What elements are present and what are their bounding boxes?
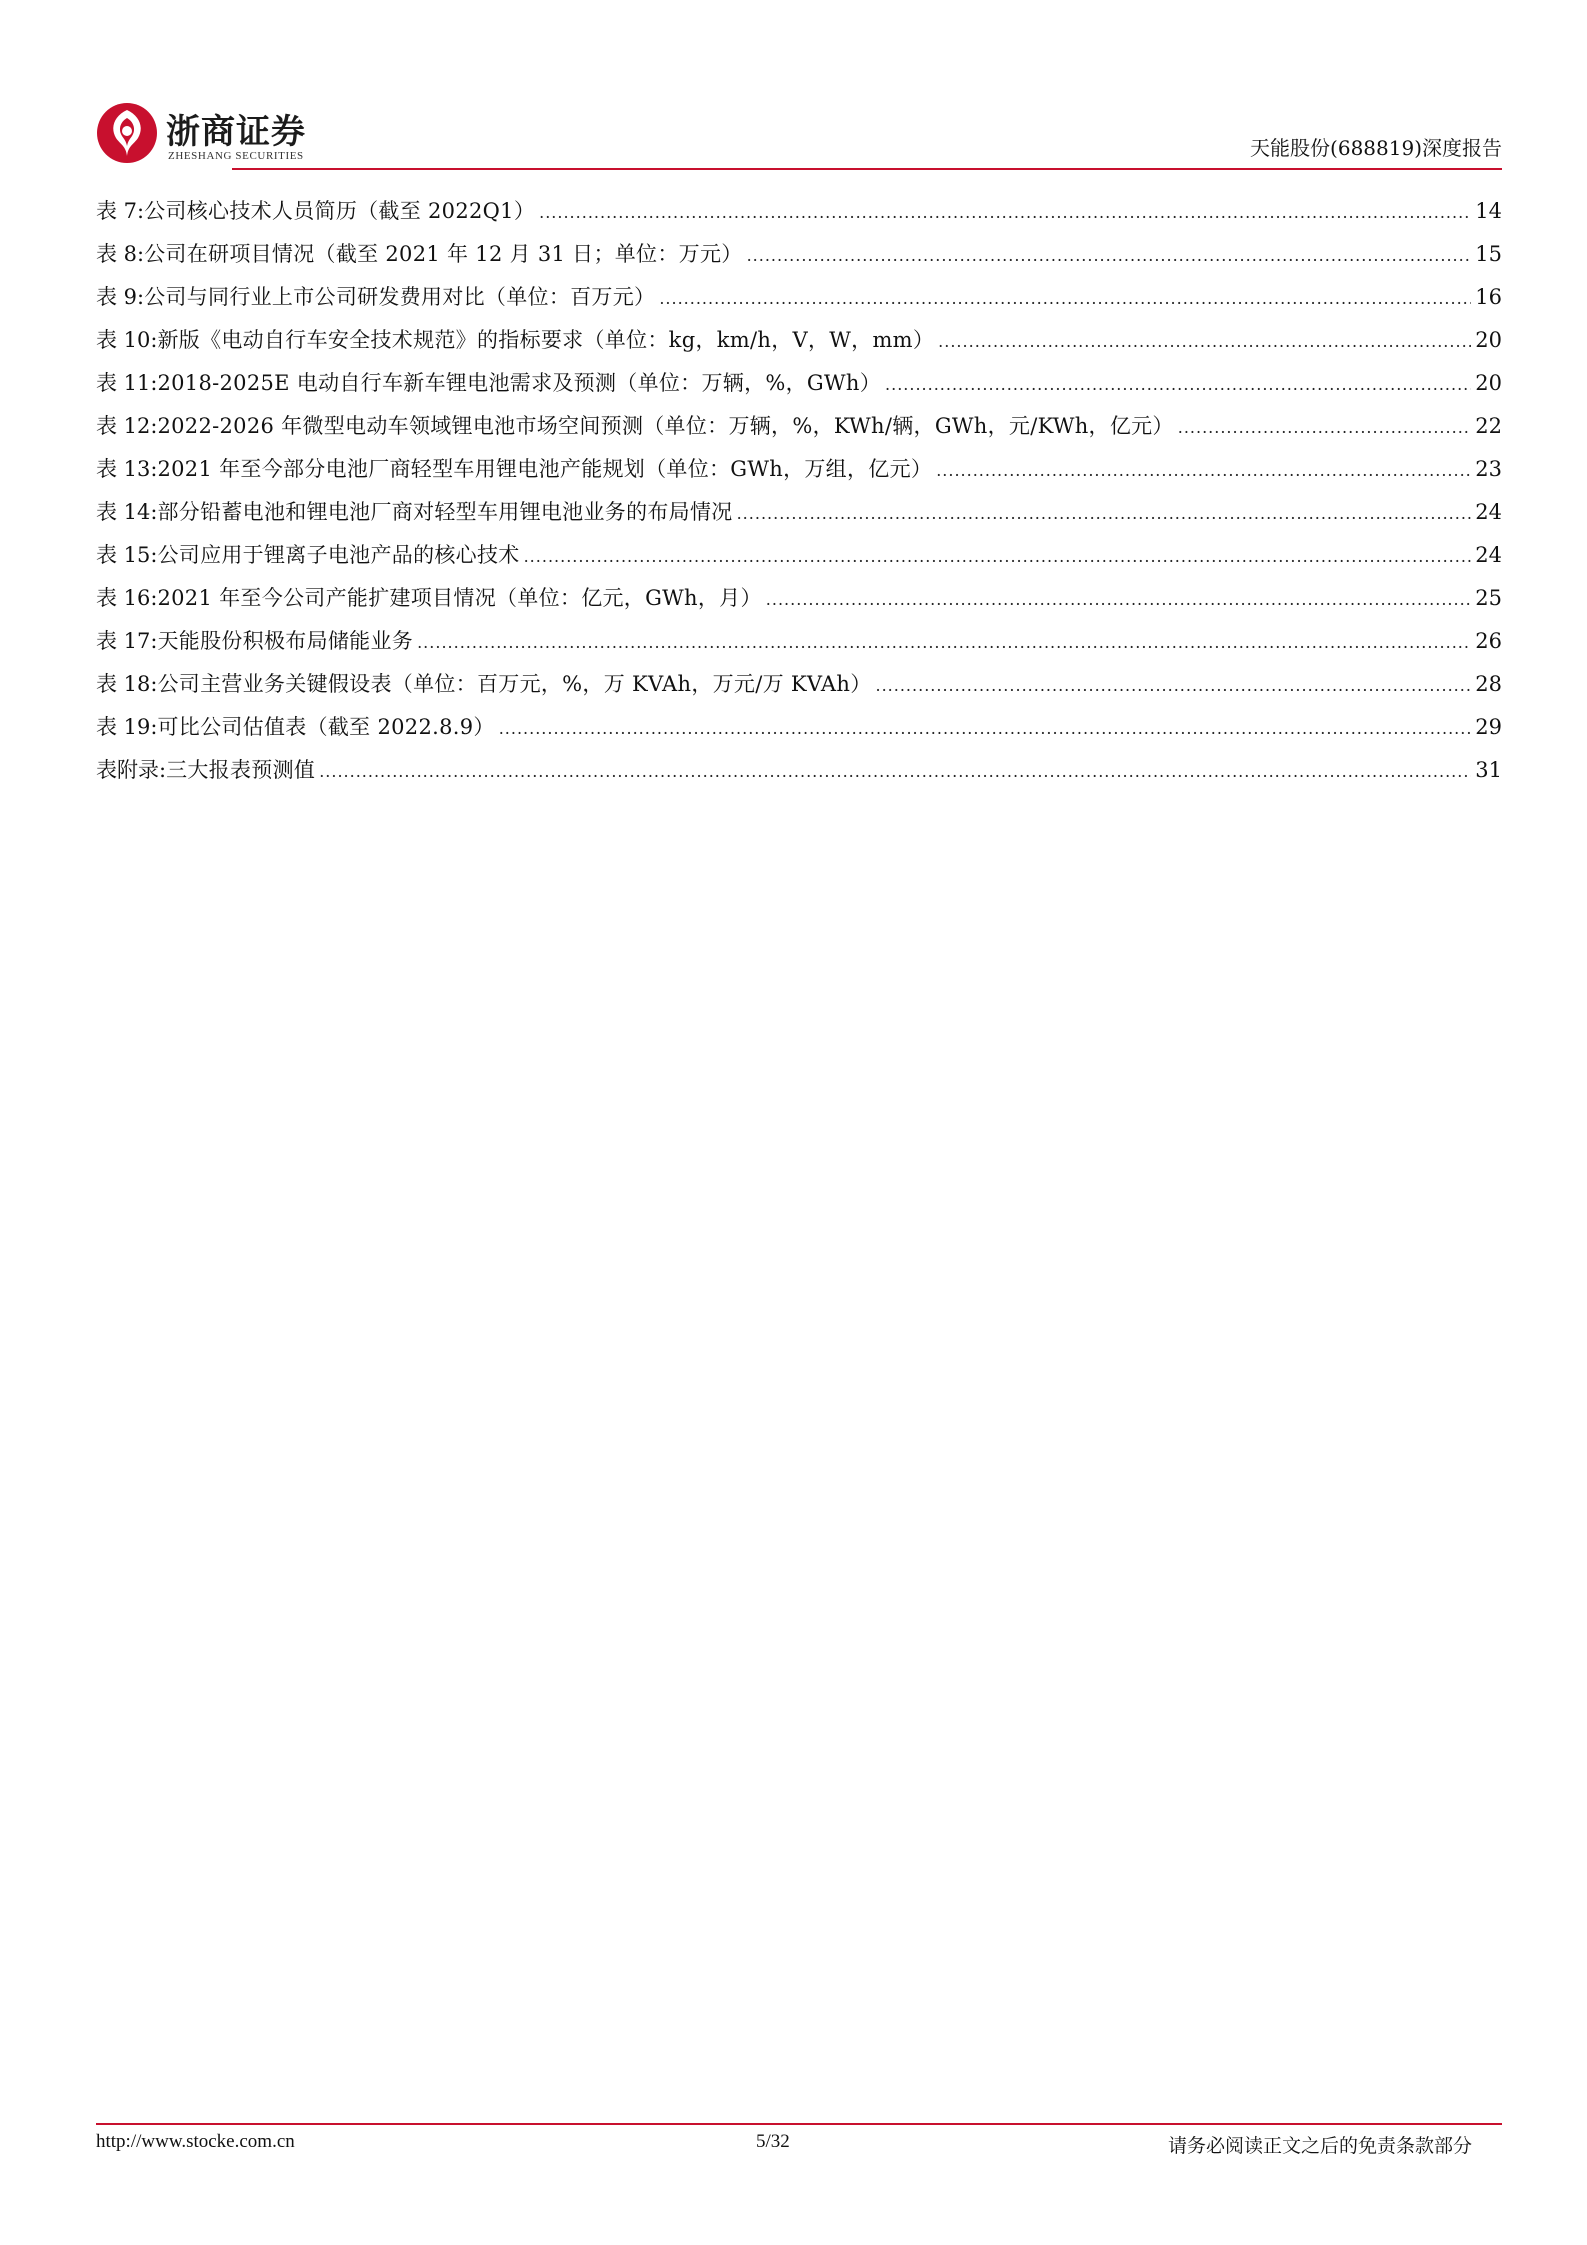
toc-entry-title: 2022-2026 年微型电动车领域锂电池市场空间预测（单位：万辆，%，KWh/辆，GWh，元/KWh，亿元） (157, 414, 1174, 438)
toc-entry-title: 部分铅蓄电池和锂电池厂商对轻型车用锂电池业务的布局情况 (157, 500, 733, 524)
toc-leader-dots (499, 707, 1472, 750)
toc-entry[interactable] (96, 663, 1502, 706)
toc-entry-page: 22 (1475, 414, 1502, 438)
toc-entry-title: 公司与同行业上市公司研发费用对比（单位：百万元） (144, 285, 656, 309)
toc-entry-page: 24 (1475, 543, 1502, 567)
toc-leader-dots (885, 363, 1471, 406)
website-link[interactable]: http://www.stocke.com.cn (96, 2131, 295, 2152)
toc-entry-title: 公司在研项目情况（截至 2021 年 12 月 31 日；单位：万元） (144, 242, 743, 266)
logo-subtitle: ZHESHANG SECURITIES (168, 150, 304, 162)
toc-entry-page: 29 (1475, 715, 1502, 739)
company-logo (96, 98, 336, 170)
toc-entry[interactable] (96, 362, 1502, 405)
toc-entry-label: 表 7: (96, 199, 145, 223)
toc-entry[interactable] (96, 405, 1502, 448)
toc-entry-label: 表 19: (96, 715, 158, 739)
toc-entry-label: 表 18: (96, 672, 158, 696)
toc-entry-page: 14 (1475, 199, 1502, 223)
toc-entry[interactable] (96, 749, 1502, 792)
toc-entry-page: 15 (1475, 242, 1502, 266)
toc-entry-page: 26 (1475, 629, 1502, 653)
zheshang-logo-icon (96, 102, 158, 164)
toc-leader-dots (417, 621, 1471, 664)
toc-entry-title: 公司主营业务关键假设表（单位：百万元，%，万 KVAh，万元/万 KVAh） (157, 672, 872, 696)
toc-entry-label: 表 10: (96, 328, 158, 352)
toc-leader-dots (747, 234, 1472, 277)
toc-entry[interactable] (96, 577, 1502, 620)
toc-entry[interactable] (96, 276, 1502, 319)
toc-entry-title: 天能股份积极布局储能业务 (157, 629, 414, 653)
toc-leader-dots (876, 664, 1472, 707)
toc-leader-dots (319, 750, 1471, 793)
toc-entry-label: 表 9: (96, 285, 145, 309)
toc-entry[interactable] (96, 448, 1502, 491)
toc-entry-title: 可比公司估值表（截至 2022.8.9） (157, 715, 495, 739)
toc-entry-title: 公司核心技术人员简历（截至 2022Q1） (144, 199, 536, 223)
toc-entry-label: 表 12: (96, 414, 158, 438)
toc-entry-page: 24 (1475, 500, 1502, 524)
toc-entry-label: 表 17: (96, 629, 158, 653)
page-indicator: 5/32 (756, 2131, 790, 2152)
toc-leader-dots (1178, 406, 1472, 449)
toc-entry[interactable] (96, 233, 1502, 276)
toc-entry-title: 新版《电动自行车安全技术规范》的指标要求（单位：kg，km/h，V，W，mm） (157, 328, 935, 352)
toc-entry-title: 2021 年至今部分电池厂商轻型车用锂电池产能规划（单位：GWh，万组，亿元） (157, 457, 933, 481)
toc-leader-dots (539, 191, 1471, 234)
toc-entry-label: 表 16: (96, 586, 158, 610)
toc-entry[interactable] (96, 620, 1502, 663)
toc-leader-dots (938, 320, 1471, 363)
toc-entry-label: 表 8: (96, 242, 145, 266)
toc-entry-page: 20 (1475, 328, 1502, 352)
table-of-contents (96, 190, 1502, 792)
toc-entry-page: 23 (1475, 457, 1502, 481)
toc-leader-dots (936, 449, 1471, 492)
toc-leader-dots (737, 492, 1472, 535)
toc-entry-title: 2018-2025E 电动自行车新车锂电池需求及预测（单位：万辆，%，GWh） (157, 371, 882, 395)
toc-entry[interactable] (96, 190, 1502, 233)
page-header (96, 98, 1502, 170)
toc-entry[interactable] (96, 534, 1502, 577)
toc-entry[interactable] (96, 706, 1502, 749)
toc-entry-page: 28 (1475, 672, 1502, 696)
toc-entry-page: 31 (1475, 758, 1502, 782)
toc-entry-label: 表 14: (96, 500, 158, 524)
disclaimer-note: 请务必阅读正文之后的免责条款部分 (1167, 2135, 1472, 2157)
toc-entry-page: 25 (1475, 586, 1502, 610)
toc-entry[interactable] (96, 319, 1502, 362)
report-title: 天能股份(688819)深度报告 (1250, 136, 1502, 160)
page-footer (96, 2131, 1502, 2161)
toc-leader-dots (524, 535, 1472, 578)
toc-entry-title: 2021 年至今公司产能扩建项目情况（单位：亿元，GWh，月） (157, 586, 762, 610)
toc-entry-label: 表 13: (96, 457, 158, 481)
toc-entry-page: 16 (1475, 285, 1502, 309)
toc-entry-page: 20 (1475, 371, 1502, 395)
toc-leader-dots (766, 578, 1471, 621)
toc-entry-title: 公司应用于锂离子电池产品的核心技术 (157, 543, 520, 567)
footer-divider (96, 2123, 1502, 2125)
toc-entry-label: 表 11: (96, 371, 158, 395)
toc-entry-label: 表 15: (96, 543, 158, 567)
toc-entry-label: 表附录: (96, 758, 167, 782)
toc-entry-title: 三大报表预测值 (166, 758, 316, 782)
toc-entry[interactable] (96, 491, 1502, 534)
header-divider (232, 168, 1502, 170)
toc-leader-dots (659, 277, 1471, 320)
logo-name: 浙商证券 (166, 112, 306, 152)
